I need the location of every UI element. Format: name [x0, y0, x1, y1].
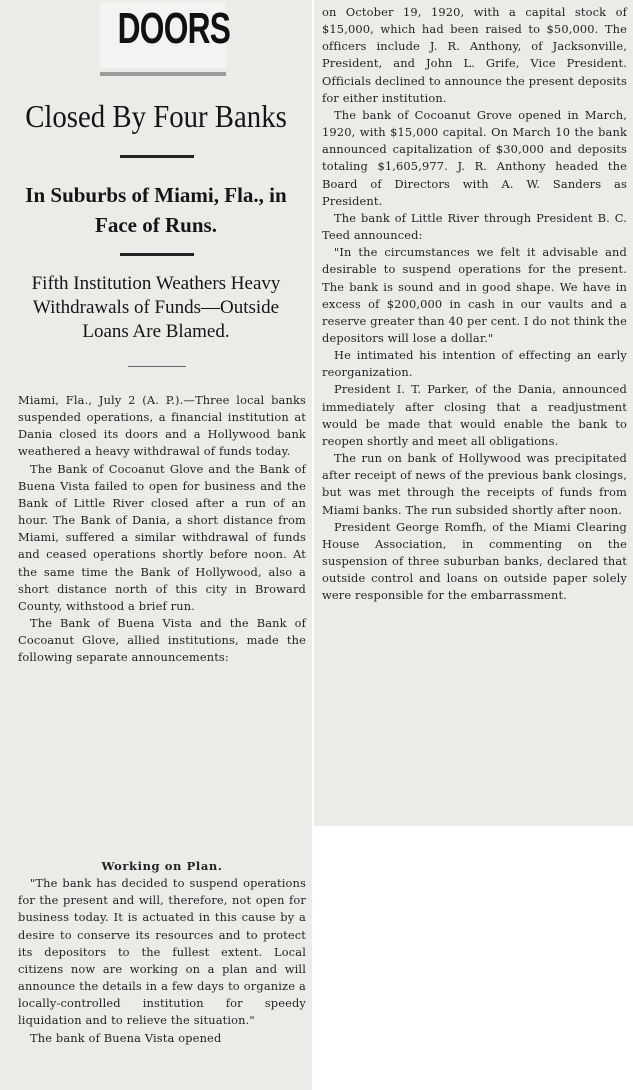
paragraph: on October 19, 1920, with a capital stock of $15,000, which had been raised to $50,000. The officers include J. R. Anthony, of Jacksonville, President, and John L. Grife, Vice President. Officials declined to announce the present deposits for either institution. — [322, 5, 627, 105]
kicker-rule — [100, 72, 226, 76]
paragraph: The bank of Little River through President B. C. Teed announced: — [322, 210, 627, 243]
left-article-body — [18, 392, 306, 667]
paragraph: The bank of Buena Vista opened — [30, 1030, 222, 1045]
paragraph: The bank of Cocoanut Grove opened in March, 1920, with $15,000 capital. On March 10 the bank announced capitalization of $30,000 and deposits totaling $1,605,977. J. R. Anthony headed the Board of Directors with A. W. Sanders as President. — [322, 107, 627, 208]
subhead-primary: In Suburbs of Miami, Fla., in Face of Runs. — [25, 183, 287, 237]
paragraph: President I. T. Parker, of the Dania, announced immediately after closing that a readjustment would be made that would enable the bank to reopen shortly and meet all obligations. — [322, 382, 627, 448]
headline: Closed By Four Banks — [25, 98, 287, 134]
paragraph: He intimated his intention of effecting an early reorganization. — [322, 348, 627, 380]
paragraph: "In the circumstances we felt it advisable and desirable to suspend operations for the present. The bank is sound and in good shape. We have in excess of $200,000 in cash in our vaults and a reserve greater than 40 per cent. I do not think the depositors will lose a dollar." — [322, 245, 627, 345]
divider-rule — [120, 253, 194, 256]
section-label: Working on Plan. — [101, 859, 223, 873]
paragraph: The Bank of Cocoanut Glove and the Bank of Buena Vista failed to open for business and the Bank of Little River closed after a run of an hour. The Bank of Dania, a short distance from Miami, suffered a similar withdrawal of funds and ceased operations shortly before noon. At the same time the Bank of Hollywood, also a short distance north of this city in Broward County, withstood a brief run. — [18, 461, 306, 613]
right-article-body — [322, 4, 627, 604]
paragraph: President George Romfh, of the Miami Clearing House Association, in commenting on the suspension of three suburban banks, declared that outside control and loans on outside paper solely were responsible for the embarrassment. — [322, 519, 627, 603]
paragraph: "The bank has decided to suspend operations for the present and will, therefore, not open for business today. It is actuated in this cause by a desire to conserve its resources and to protect its depositors to the fullest extent. Local citizens now are working on a plan and will announce the details in a few days to organize a locally-controlled institution for speedy liquidation and to relieve the situation." — [18, 876, 306, 1028]
paragraph: The run on bank of Hollywood was precipitated after receipt of news of the previous bank closings, but was met through the receipts of funds from Miami banks. The run subsided shortly after noon. — [322, 451, 627, 517]
kicker: DOORS — [117, 4, 231, 53]
left-article-continued — [18, 858, 306, 1047]
divider-rule — [120, 155, 194, 158]
paragraph: The Bank of Buena Vista and the Bank of Cocoanut Glove, allied institutions, made the following separate announcements: — [18, 616, 306, 665]
subhead-secondary: Fifth Institution Weathers Heavy Withdrawals of Funds—Outside Loans Are Blamed. — [31, 273, 281, 342]
kicker-box — [100, 2, 231, 68]
paragraph: Miami, Fla., July 2 (A. P.).—Three local banks suspended operations, a financial institution at Dania closed its doors and a Hollywood bank weathered a heavy withdrawal of funds today. — [18, 393, 306, 459]
divider-rule-thin — [128, 366, 186, 367]
